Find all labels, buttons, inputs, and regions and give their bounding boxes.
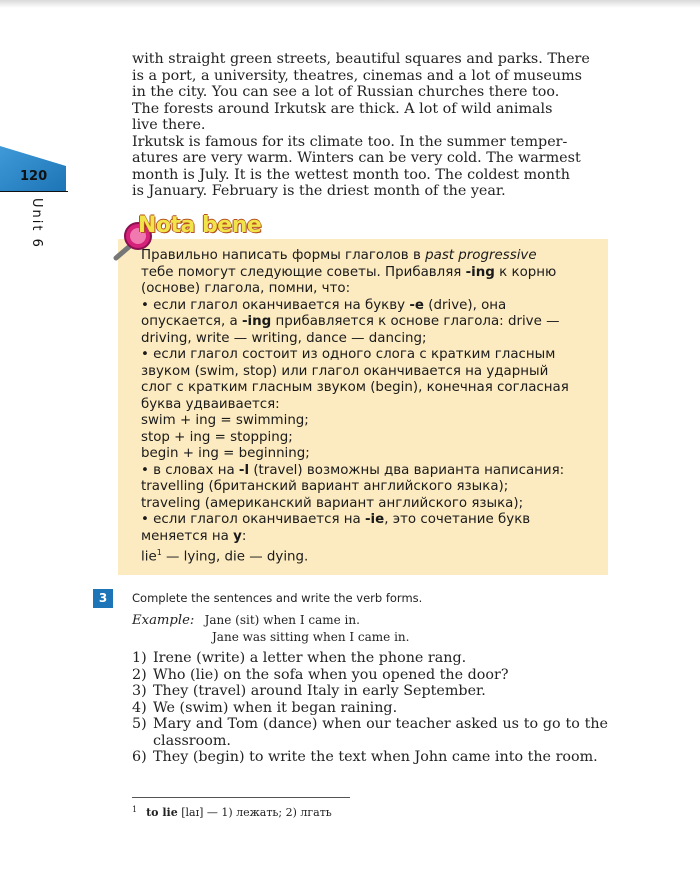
note-line: (основе) глагола, помни, что:	[141, 281, 351, 296]
exercise-item: 2) Who (lie) on the sofa when you opened the door?	[132, 666, 509, 683]
text-line: atures are very warm. Winters can be very cold. The warmest	[132, 150, 581, 166]
text-line: is January. February is the driest month of the year.	[132, 183, 506, 199]
note-line: меняется на y:	[141, 528, 247, 544]
page-top-shadow	[0, 0, 700, 8]
text-line: live there.	[132, 117, 206, 133]
exercise-example: Example: Jane (sit) when I came in. Jane was sitting when I came in.	[132, 613, 410, 644]
note-line: опускается, а -ing прибавляется к основе глагола: drive —	[141, 314, 560, 329]
note-line: begin + ing = beginning;	[141, 446, 310, 461]
footnote-divider	[132, 797, 350, 798]
example-label: Example	[132, 613, 190, 628]
note-line: слог с кратким гласным звуком (begin), конечная согласная	[141, 380, 569, 395]
intro-text	[132, 51, 608, 200]
exercise-items	[132, 650, 608, 766]
text-line: in the city. You can see a lot of Russian churches there too.	[132, 84, 560, 100]
exercise-item: 4) We (swim) when it began raining.	[132, 699, 398, 716]
note-line: driving, write — writing, dance — dancing;	[141, 330, 427, 346]
text-line: with straight green streets, beautiful squares and parks. There	[132, 51, 590, 67]
text-line: is a port, a university, theatres, cinemas and a lot of museums	[132, 67, 582, 84]
text-line: The forests around Irkutsk are thick. A lot of wild animals	[132, 100, 553, 117]
note-line: • если глагол оканчивается на букву -e (drive), она	[141, 297, 507, 313]
note-line: буква удваивается:	[141, 396, 280, 412]
page-number: 120	[20, 169, 48, 184]
exercise-number-badge: 3	[93, 589, 113, 608]
text-line: Irkutsk is famous for its climate too. In the summer temper-	[132, 133, 568, 150]
note-line: stop + ing = stopping;	[141, 429, 293, 445]
note-line: звуком (swim, stop) или глагол оканчивается на ударный	[141, 363, 549, 379]
nota-bene-text	[141, 248, 599, 566]
example-task: Jane (sit) when I came in.	[204, 613, 360, 627]
note-line: • если глагол состоит из одного слога с кратким гласным	[141, 347, 556, 362]
note-line: • в словах на -l (travel) возможны два варианта написания:	[141, 462, 565, 478]
exercise-item: 5) Mary and Tom (dance) when our teacher asked us to go to the classroom.	[132, 716, 608, 749]
note-line: swim + ing = swimming;	[141, 413, 309, 428]
note-line: lie$^1$ — lying, die — dying.	[141, 548, 309, 565]
page-tab	[0, 140, 68, 192]
exercise-item: 6) They (begin) to write the text when John came into the room.	[132, 749, 598, 765]
note-line: тебе помогут следующие советы. Прибавляя -ing к корню	[141, 264, 557, 280]
exercise-item: 1) Irene (write) a letter when the phone rang.	[132, 650, 467, 666]
note-line: • если глагол оканчивается на -ie, это сочетание букв	[141, 512, 531, 527]
exercise-instruction: Complete the sentences and write the verb forms.	[132, 591, 423, 605]
nota-bene-title: Nota bene	[138, 213, 262, 238]
example-answer: Jane was sitting when I came in.	[212, 630, 410, 644]
note-line: Правильно написать формы глаголов в past progressive	[141, 248, 537, 263]
note-line: traveling (американский вариант английского языка);	[141, 495, 524, 511]
footnote: $^1$ to lie [laɪ] — 1) лежать; 2) лгать	[132, 805, 332, 819]
text-line: month is July. It is the wettest month too. The coldest month	[132, 166, 570, 183]
unit-label: Unit 6	[29, 198, 44, 249]
exercise-item: 3) They (travel) around Italy in early September.	[132, 683, 486, 699]
note-line: travelling (британский вариант английского языка);	[141, 479, 509, 494]
